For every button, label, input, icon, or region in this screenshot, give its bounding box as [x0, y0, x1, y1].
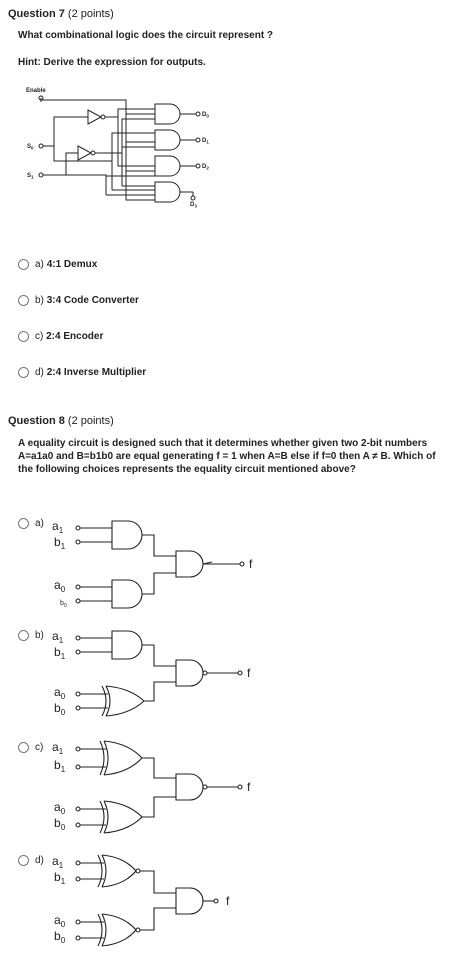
q7-option-c-prefix: c)	[35, 330, 44, 342]
q7-option-a-prefix: a)	[35, 258, 44, 270]
d1-subscript: 1	[206, 139, 209, 145]
q7-option-b[interactable]	[18, 293, 139, 307]
question-8-label: Question 8	[8, 415, 65, 427]
question-7-points: (2 points)	[67, 8, 114, 20]
question-8-title	[8, 415, 114, 427]
q8-option-a-prefix: a)	[35, 517, 44, 529]
q8-option-b-circuit	[0, 622, 300, 722]
question-8-points: (2 points)	[67, 415, 114, 427]
svg-text:b1	[54, 535, 66, 551]
svg-text:D1	[202, 138, 209, 145]
q8-c-b0: b	[54, 816, 61, 830]
question-7-hint: Hint: Derive the expression for outputs.	[18, 57, 206, 68]
q8-d-b1-sub: 1	[60, 877, 66, 886]
q8-b-a1-sub: 1	[58, 636, 64, 645]
q7-option-d-text: 2:4 Inverse Multiplier	[46, 366, 147, 378]
q8-c-a1-sub: 1	[58, 747, 64, 756]
svg-text:a1	[52, 740, 64, 756]
s1-subscript: 1	[31, 174, 34, 180]
q7-option-d-prefix: d)	[35, 366, 44, 378]
q8-c-f: f	[247, 780, 251, 794]
svg-text:a0	[54, 685, 66, 701]
svg-text:S1	[27, 173, 34, 180]
d0-label: D	[202, 112, 207, 118]
svg-text:a0	[54, 800, 66, 816]
q7-option-a-radio[interactable]	[18, 259, 29, 270]
svg-text:a1	[52, 854, 64, 870]
svg-text:D2	[202, 164, 209, 171]
q8-d-a1-sub: 1	[58, 861, 64, 870]
q7-option-a[interactable]	[18, 257, 97, 271]
svg-text:a1	[52, 629, 64, 645]
q8-d-b0: b	[54, 929, 61, 943]
q8-b-a0: a	[54, 685, 61, 699]
svg-text:a0	[54, 578, 66, 594]
d0-subscript: 0	[206, 113, 209, 119]
d3-subscript: 3	[194, 203, 197, 209]
q8-c-b1: b	[54, 758, 61, 772]
q8-d-f: f	[226, 894, 230, 908]
svg-text:b1	[54, 870, 66, 886]
q8-a-b0-sub: 0	[63, 603, 67, 609]
q8-b-a1: a	[52, 629, 59, 643]
q8-a-a1-sub: 1	[58, 526, 64, 535]
q8-b-f: f	[247, 666, 251, 680]
q8-d-a0-sub: 0	[60, 920, 66, 929]
svg-text:S0	[27, 144, 34, 151]
s0-subscript: 0	[31, 145, 34, 151]
q8-d-a0: a	[54, 913, 61, 927]
q8-b-b0: b	[54, 701, 61, 715]
decoder-circuit-diagram	[0, 0, 456, 215]
svg-text:b0	[54, 816, 66, 832]
q8-option-d-circuit	[0, 848, 300, 948]
question-7-text: What combinational logic does the circuit represent ?	[18, 30, 274, 41]
q7-option-b-prefix: b)	[35, 294, 44, 306]
q8-option-c-circuit	[0, 735, 300, 835]
q8-a-b1: b	[54, 535, 61, 549]
svg-text:b1	[54, 758, 66, 774]
q8-a-a0: a	[54, 578, 61, 592]
q8-c-a0: a	[54, 800, 61, 814]
q8-a-b0: b	[60, 600, 64, 607]
svg-text:a1	[52, 519, 64, 535]
q7-option-c-text: 2:4 Encoder	[46, 330, 104, 342]
d1-label: D	[202, 138, 207, 144]
q7-option-b-radio[interactable]	[18, 295, 29, 306]
q8-a-f: f	[249, 557, 253, 571]
q8-d-b0-sub: 0	[60, 936, 66, 945]
q8-option-c-prefix: c)	[35, 741, 44, 753]
d2-label: D	[202, 164, 207, 170]
svg-text:b0	[54, 929, 66, 945]
q8-d-b1: b	[54, 870, 61, 884]
svg-text:D0	[202, 112, 209, 119]
q7-option-d-radio[interactable]	[18, 367, 29, 378]
q7-option-c-radio[interactable]	[18, 331, 29, 342]
svg-text:D3	[190, 202, 197, 209]
svg-text:b0	[60, 600, 67, 609]
s0-label: S	[27, 144, 32, 150]
q8-a-b1-sub: 1	[60, 542, 66, 551]
s1-label: S	[27, 173, 32, 179]
q8-a-a1: a	[52, 519, 59, 533]
q8-option-d-prefix: d)	[35, 854, 44, 866]
svg-text:b0	[54, 701, 66, 717]
d2-subscript: 2	[206, 165, 209, 171]
q8-a-a0-sub: 0	[60, 585, 66, 594]
question-8-text: A equality circuit is designed such that it determines whether given two 2-bit numbers A=a1a0 and B=b1b0 are equal generating f = 1 when A=B else if f=0 then A ≠ B. Which of the following choices represents the equality circuit mentioned above?	[18, 438, 436, 475]
enable-label: Enable	[26, 88, 46, 94]
d3-label: D	[190, 202, 195, 208]
svg-text:b1	[54, 645, 66, 661]
q8-d-a1: a	[52, 854, 59, 868]
q7-option-b-text: 3:4 Code Converter	[46, 294, 139, 306]
q7-option-c[interactable]	[18, 329, 103, 343]
q8-c-b0-sub: 0	[60, 823, 66, 832]
q8-option-b-prefix: b)	[35, 629, 44, 641]
question-7-label: Question 7	[8, 8, 65, 20]
q7-option-a-text: 4:1 Demux	[46, 258, 98, 270]
q7-option-d[interactable]	[18, 365, 146, 379]
q8-b-a0-sub: 0	[60, 692, 66, 701]
q8-option-a-circuit	[0, 510, 300, 610]
q8-b-b1-sub: 1	[60, 652, 66, 661]
q8-b-b1: b	[54, 645, 61, 659]
q8-b-b0-sub: 0	[60, 708, 66, 717]
q8-c-a0-sub: 0	[60, 807, 66, 816]
q8-c-a1: a	[52, 740, 59, 754]
q8-c-b1-sub: 1	[60, 765, 66, 774]
svg-text:a0	[54, 913, 66, 929]
